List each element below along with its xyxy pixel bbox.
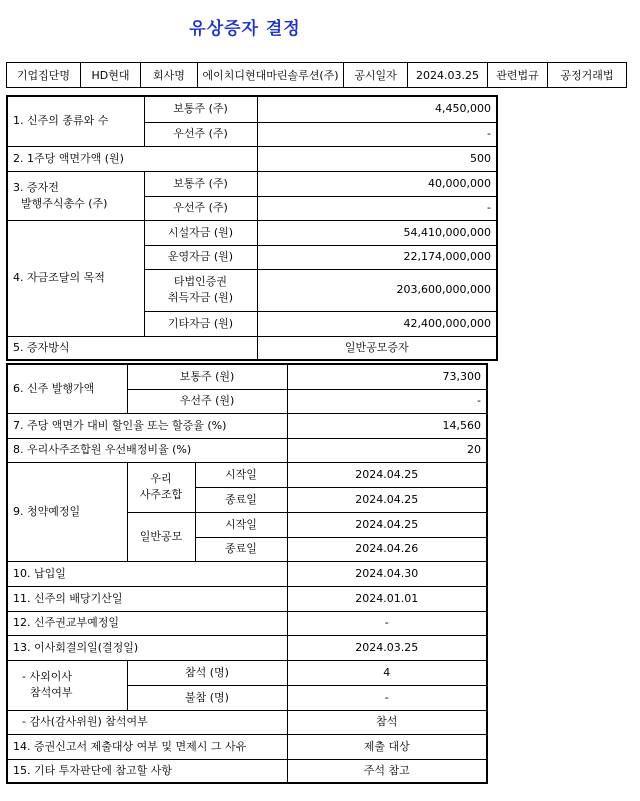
rights-offering-table-1 xyxy=(6,95,498,361)
issue-price-preferred-label: 우선주 (원) xyxy=(127,389,287,413)
esop-subscription-label-line2: 사주조합 xyxy=(139,488,183,501)
par-value-value: 500 xyxy=(257,146,497,171)
esop-end-label: 종료일 xyxy=(195,487,287,512)
other-funds-label: 기타자금 (원) xyxy=(144,311,257,336)
facility-funds-value: 54,410,000,000 xyxy=(257,220,497,245)
board-resolution-date-label: 13. 이사회결의일(결정일) xyxy=(7,635,287,660)
public-end-label: 종료일 xyxy=(195,537,287,561)
outside-director-attendance-label-line2: 참석여부 xyxy=(30,686,73,699)
other-securities-funds-label xyxy=(144,269,257,311)
issue-price-common-label: 보통주 (원) xyxy=(127,364,287,389)
certificate-delivery-value: - xyxy=(287,611,487,635)
attended-value: 4 xyxy=(287,660,487,685)
public-offering-label: 일반공모 xyxy=(127,512,195,561)
company-group-value: HD현대 xyxy=(81,63,141,88)
issue-price-preferred-value: - xyxy=(287,389,487,413)
esop-start-label: 시작일 xyxy=(195,462,287,487)
common-shares-label: 보통주 (주) xyxy=(144,96,257,122)
law-label: 관련법규 xyxy=(488,63,548,88)
other-securities-funds-value: 203,600,000,000 xyxy=(257,269,497,311)
page-title: 유상증자 결정 xyxy=(189,19,301,39)
dividend-start-date-label: 11. 신주의 배당기산일 xyxy=(7,586,287,611)
other-securities-funds-label-line2: 취득자금 (원) xyxy=(167,291,234,304)
certificate-delivery-label: 12. 신주권교부예정일 xyxy=(7,611,287,635)
pre-issue-common-value: 40,000,000 xyxy=(257,171,497,196)
attended-label: 참석 (명) xyxy=(127,660,287,685)
disclosure-header-table xyxy=(6,62,627,88)
pre-issue-preferred-value: - xyxy=(257,196,497,220)
esop-allocation-label: 8. 우리사주조합원 우선배정비율 (%) xyxy=(7,438,287,462)
auditor-attendance-value: 참석 xyxy=(287,710,487,734)
absent-label: 불참 (명) xyxy=(127,685,287,710)
new-shares-label: 1. 신주의 종류와 수 xyxy=(7,96,144,146)
other-notes-value: 주석 참고 xyxy=(287,759,487,783)
board-resolution-date-value: 2024.03.25 xyxy=(287,635,487,660)
law-value: 공정거래법 xyxy=(548,63,627,88)
issue-price-label: 6. 신주 발행가액 xyxy=(7,364,127,413)
public-start-label: 시작일 xyxy=(195,512,287,537)
discount-rate-label: 7. 주당 액면가 대비 할인율 또는 할증율 (%) xyxy=(7,413,287,438)
operating-funds-value: 22,174,000,000 xyxy=(257,245,497,269)
company-group-label: 기업집단명 xyxy=(7,63,81,88)
other-notes-label: 15. 기타 투자판단에 참고할 사항 xyxy=(7,759,287,783)
pre-issue-shares-label-line1: 3. 증자전 xyxy=(13,180,59,194)
public-start-value: 2024.04.25 xyxy=(287,512,487,537)
esop-subscription-label-line1: 우리 xyxy=(150,472,172,485)
offering-method-label: 5. 증자방식 xyxy=(7,336,257,360)
pre-issue-shares-label-line2: 발행주식총수 (주) xyxy=(21,196,108,210)
pre-issue-shares-label xyxy=(7,171,144,220)
auditor-attendance-label: - 감사(감사위원) 참석여부 xyxy=(7,710,287,734)
esop-start-value: 2024.04.25 xyxy=(287,462,487,487)
rights-offering-table-2 xyxy=(6,363,488,784)
pre-issue-common-label: 보통주 (주) xyxy=(144,171,257,196)
par-value-label: 2. 1주당 액면가액 (원) xyxy=(7,146,257,171)
subscription-date-label: 9. 청약예정일 xyxy=(7,462,127,561)
fund-purpose-label: 4. 자금조달의 목적 xyxy=(7,220,144,336)
public-end-value: 2024.04.26 xyxy=(287,537,487,561)
outside-director-attendance-label xyxy=(7,660,127,710)
operating-funds-label: 운영자금 (원) xyxy=(144,245,257,269)
date-label: 공시일자 xyxy=(344,63,408,88)
preferred-shares-label: 우선주 (주) xyxy=(144,122,257,146)
issue-price-common-value: 73,300 xyxy=(287,364,487,389)
outside-director-attendance-label-line1: - 사외이사 xyxy=(22,670,72,683)
esop-subscription-label xyxy=(127,462,195,512)
date-value: 2024.03.25 xyxy=(408,63,488,88)
offering-method-value: 일반공모증자 xyxy=(257,336,497,360)
company-label: 회사명 xyxy=(141,63,198,88)
dividend-start-date-value: 2024.01.01 xyxy=(287,586,487,611)
company-value: 에이치디현대마린솔루션(주) xyxy=(198,63,344,88)
payment-date-value: 2024.04.30 xyxy=(287,561,487,586)
discount-rate-value: 14,560 xyxy=(287,413,487,438)
payment-date-label: 10. 납입일 xyxy=(7,561,287,586)
esop-allocation-value: 20 xyxy=(287,438,487,462)
other-securities-funds-label-line1: 타법인증권 xyxy=(173,275,228,288)
preferred-shares-value: - xyxy=(257,122,497,146)
other-funds-value: 42,400,000,000 xyxy=(257,311,497,336)
facility-funds-label: 시설자금 (원) xyxy=(144,220,257,245)
esop-end-value: 2024.04.25 xyxy=(287,487,487,512)
common-shares-value: 4,450,000 xyxy=(257,96,497,122)
pre-issue-preferred-label: 우선주 (주) xyxy=(144,196,257,220)
registration-statement-value: 제출 대상 xyxy=(287,734,487,759)
registration-statement-label: 14. 증권신고서 제출대상 여부 및 면제시 그 사유 xyxy=(7,734,287,759)
absent-value: - xyxy=(287,685,487,710)
